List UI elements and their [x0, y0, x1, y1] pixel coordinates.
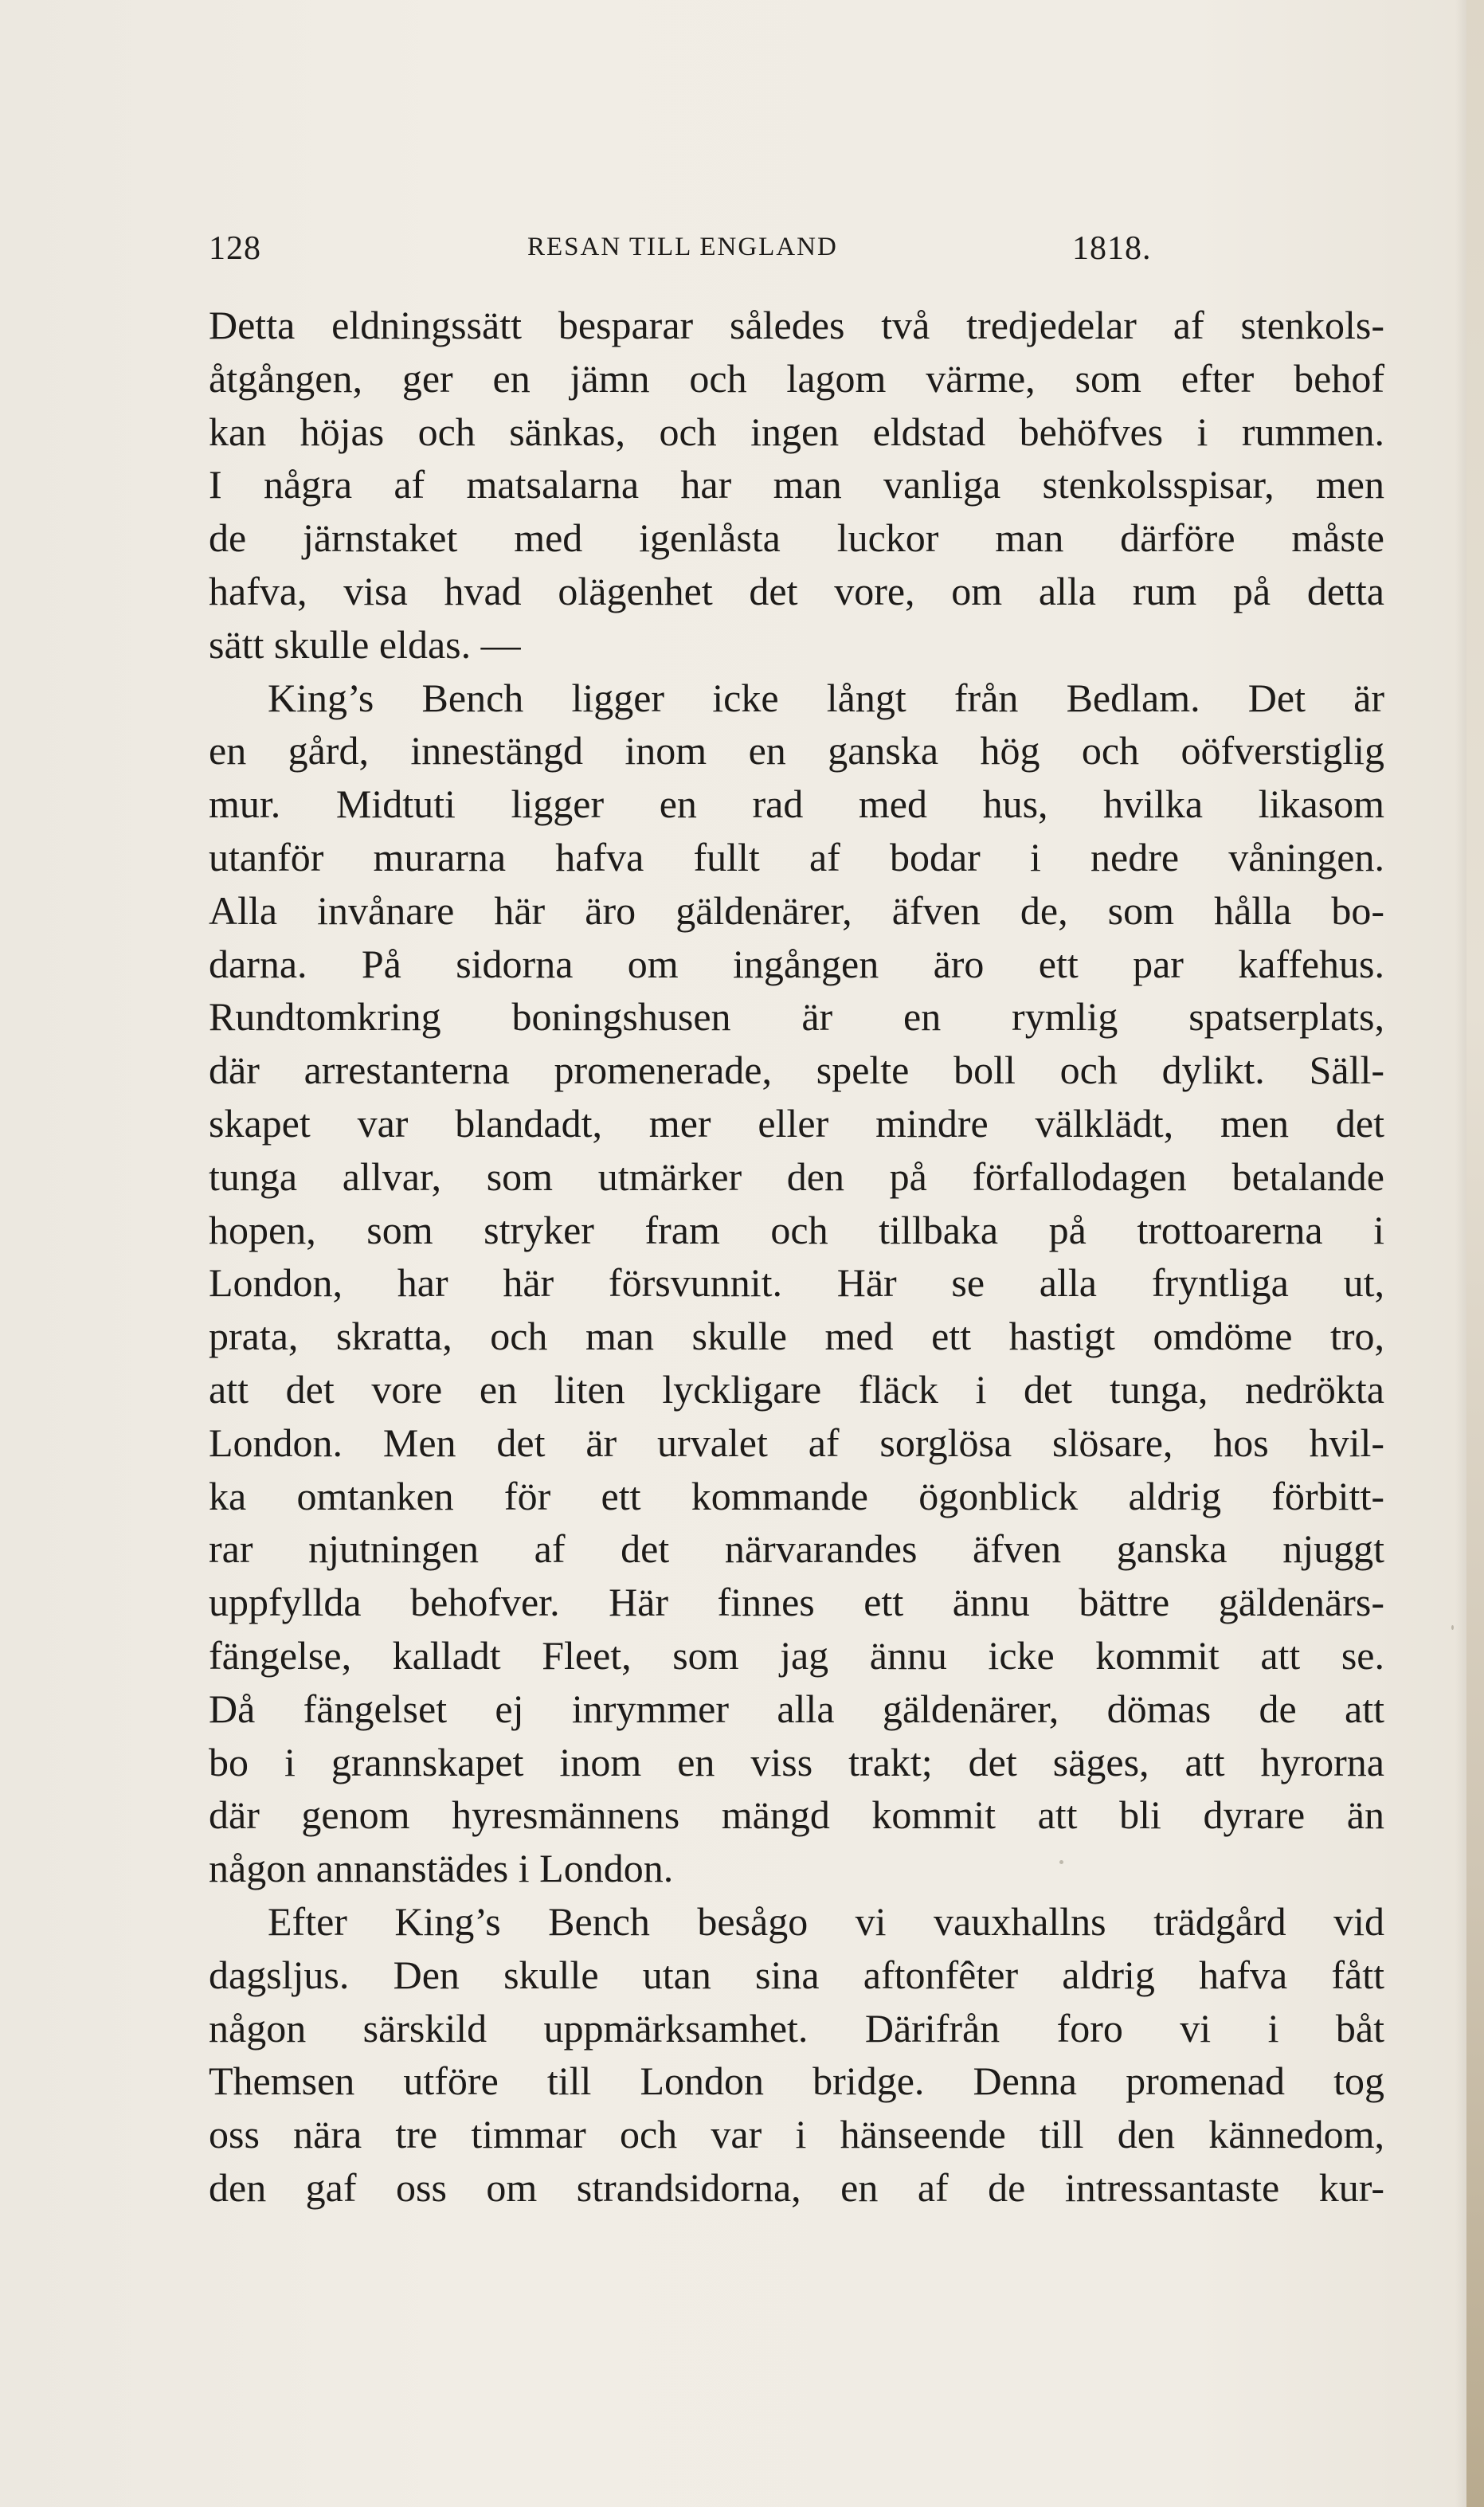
text-line: de järnstaket med igenlåsta luckor man därföre måste [209, 515, 1384, 561]
text-line: mur. Midtuti ligger en rad med hus, hvilka likasom [209, 781, 1384, 827]
text-line: Då fängelset ej inrymmer alla gäldenärer, dömas de att [209, 1686, 1384, 1731]
text-line: att det vore en liten lyckligare fläck i det tunga, nedrökta [209, 1366, 1384, 1412]
text-line: Detta eldningssätt besparar således två tredjedelar af stenkols- [209, 303, 1384, 347]
text-line: någon annanstädes i London. [209, 1846, 674, 1891]
text-line: där genom hyresmännens mängd kommit att bli dyrare än [209, 1792, 1384, 1838]
text-line: uppfyllda behofver. Här finnes ett ännu bättre gäldenärs- [209, 1580, 1384, 1625]
text-line: någon särskild uppmärksamhet. Därifrån foro vi i båt [209, 2005, 1384, 2051]
paragraph-start-line: King’s Bench ligger icke långt från Bedlam. Det är [268, 675, 1384, 720]
text-line: hopen, som stryker fram och tillbaka på trottoarerna i [209, 1207, 1384, 1252]
text-line: I några af matsalarna har man vanliga stenkolsspisar, men [209, 462, 1384, 507]
text-line: ka omtanken för ett kommande ögonblick aldrig förbitt- [209, 1473, 1384, 1518]
text-line: Themsen utföre till London bridge. Denna promenad tog [209, 2058, 1384, 2104]
page-header [209, 223, 1152, 271]
text-line: åtgången, ger en jämn och lagom värme, som efter behof [209, 355, 1384, 401]
text-line: rar njutningen af det närvarandes äfven ganska njuggt [209, 1526, 1384, 1572]
text-line: kan höjas och sänkas, och ingen eldstad behöfves i rummen. [209, 409, 1384, 454]
text-line: Rundtomkring boningshusen är en rymlig spatserplats, [209, 994, 1384, 1040]
body-text [209, 299, 1388, 2215]
text-line: bo i grannskapet inom en viss trakt; det säges, att hyrorna [209, 1739, 1384, 1784]
running-title-year: 1818. [1072, 230, 1152, 267]
text-line: fängelse, kalladt Fleet, som jag ännu icke kommit att se. [209, 1632, 1384, 1678]
text-line: utanför murarna hafva fullt af bodar i nedre våningen. [209, 834, 1384, 879]
paper-speck [1059, 1860, 1063, 1864]
page-edge [1466, 0, 1484, 2507]
text-line: den gaf oss om strandsidorna, en af de intressantaste kur- [209, 2164, 1384, 2210]
running-title: RESAN TILL ENGLAND [527, 233, 838, 261]
text-line: skapet var blandadt, mer eller mindre välklädt, men det [209, 1100, 1384, 1146]
text-line: darna. På sidorna om ingången äro ett par kaffehus. [209, 941, 1384, 986]
text-line: hafva, visa hvad olägenhet det vore, om alla rum på detta [209, 568, 1384, 613]
page-number: 128 [209, 230, 261, 267]
text-line: prata, skratta, och man skulle med ett hastigt omdöme tro, [209, 1314, 1384, 1359]
text-line: tunga allvar, som utmärker den på förfallodagen betalande [209, 1154, 1384, 1199]
text-line: Alla invånare här äro gäldenärer, äfven de, som hålla bo- [209, 887, 1384, 933]
paper-speck [1451, 1625, 1454, 1630]
text-line: en gård, innestängd inom en ganska hög och oöfverstiglig [209, 728, 1384, 774]
text-line: London, har här försvunnit. Här se alla fryntliga ut, [209, 1260, 1384, 1306]
page-edge-shadow [1455, 0, 1466, 2507]
text-line: oss nära tre timmar och var i hänseende till den kännedom, [209, 2112, 1384, 2157]
paragraph-start-line: Efter King’s Bench besågo vi vauxhallns trädgård vid [268, 1898, 1384, 1944]
text-line: sätt skulle eldas. — [209, 621, 521, 667]
text-line: London. Men det är urvalet af sorglösa slösare, hos hvil- [209, 1420, 1384, 1465]
text-line: dagsljus. Den skulle utan sina aftonfêter aldrig hafva fått [209, 1952, 1384, 1997]
text-line: där arrestanterna promenerade, spelte boll och dylikt. Säll- [209, 1048, 1384, 1093]
